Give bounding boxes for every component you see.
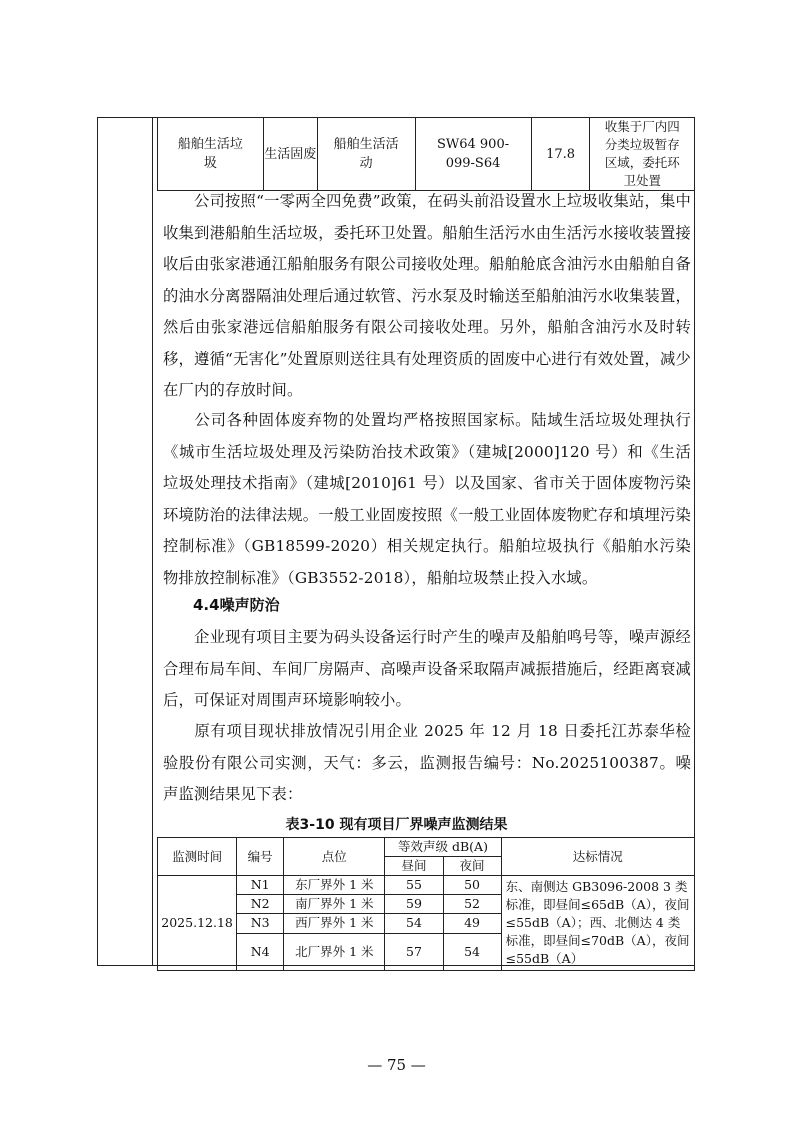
header-level: 等效声级 dB(A) — [385, 838, 501, 857]
section-heading: 4.4噪声防治 — [193, 596, 280, 614]
header-night: 夜间 — [443, 857, 501, 876]
point-id: N3 — [237, 914, 284, 933]
waste-disposal: 收集于厂内四分类垃圾暂存区域，委托环卫处置 — [590, 118, 695, 191]
night-value: 54 — [443, 933, 501, 970]
header-location: 点位 — [284, 838, 385, 876]
waste-amount: 17.8 — [531, 118, 590, 191]
point-location: 南厂界外 1 米 — [284, 895, 385, 914]
paragraph-solid-waste: 公司各种固体废弃物的处置均严格按照国家标。陆域生活垃圾处理执行《城市生活垃圾处理及污染防治技术政策》（建城[2000]120 号）和《生活垃圾处理技术指南》（建城[2010]61 号）以及国家、省市关于固体废物污染环境防治的法律法规。一般工业固废按照《一般工业固体废物贮存和填埋污染控制标准》（GB18599-2020）相关规定执行。船舶垃圾执行《船舶水污染物排放控制标准》（GB3552-2018），船舶垃圾禁止投入水域。 — [163, 411, 691, 587]
table-row — [158, 118, 695, 191]
paragraph-monitoring: 原有项目现状排放情况引用企业 2025 年 12 月 18 日委托江苏泰华检验股份有限公司实测，天气：多云，监测报告编号：No.2025100387。噪声监测结果见下表： — [163, 722, 691, 803]
compliance-status: 东、南侧达 GB3096-2008 3 类标准，即昼间≤65dB（A），夜间≤55dB（A）；西、北侧达 4 类标准，即昼间≤70dB（A），夜间≤55dB（A） — [501, 876, 694, 971]
night-value: 52 — [443, 895, 501, 914]
waste-code: SW64 900-099-S64 — [415, 118, 531, 191]
day-value: 54 — [385, 914, 443, 933]
point-location: 东厂界外 1 米 — [284, 876, 385, 895]
header-id: 编号 — [237, 838, 284, 876]
waste-name: 船舶生活垃圾 — [158, 118, 264, 191]
night-value: 50 — [443, 876, 501, 895]
header-day: 昼间 — [385, 857, 443, 876]
paragraph-ship-waste: 公司按照“一零两全四免费”政策，在码头前沿设置水上垃圾收集站，集中收集到港船舶生活垃圾，委托环卫处置。船舶生活污水由生活污水接收装置接收后由张家港通江船舶服务有限公司接收处理。船舶舱底含油污水由船舶自备的油水分离器隔油处理后通过软管、污水泵及时输送至船舶油污水收集装置，然后由张家港远信船舶服务有限公司接收处理。另外，船舶含油污水及时转移，遵循“无害化”处置原则送往具有处理资质的固废中心进行有效处置，减少在厂内的存放时间。 — [163, 192, 691, 399]
waste-source: 船舶生活活动 — [317, 118, 415, 191]
noise-table — [157, 837, 695, 971]
point-id: N1 — [237, 876, 284, 895]
waste-table — [157, 117, 695, 191]
table-row — [158, 876, 695, 895]
day-value: 59 — [385, 895, 443, 914]
point-id: N4 — [237, 933, 284, 970]
point-location: 北厂界外 1 米 — [284, 933, 385, 970]
point-id: N2 — [237, 895, 284, 914]
point-location: 西厂界外 1 米 — [284, 914, 385, 933]
day-value: 55 — [385, 876, 443, 895]
table-caption: 表3-10 现有项目厂界噪声监测结果 — [285, 817, 508, 833]
waste-category: 生活固废 — [263, 118, 317, 191]
frame-divider — [152, 117, 153, 966]
monitor-date: 2025.12.18 — [158, 876, 237, 971]
paragraph-noise: 企业现有项目主要为码头设备运行时产生的噪声及船舶鸣号等，噪声源经合理布局车间、车间厂房隔声、高噪声设备采取隔声减振措施后，经距离衰减后，可保证对周围声环境影响较小。 — [163, 628, 691, 709]
night-value: 49 — [443, 914, 501, 933]
header-time: 监测时间 — [158, 838, 237, 876]
day-value: 57 — [385, 933, 443, 970]
page-number: — 75 — — [367, 1056, 426, 1074]
header-status: 达标情况 — [501, 838, 694, 876]
table-header-row — [158, 838, 695, 857]
